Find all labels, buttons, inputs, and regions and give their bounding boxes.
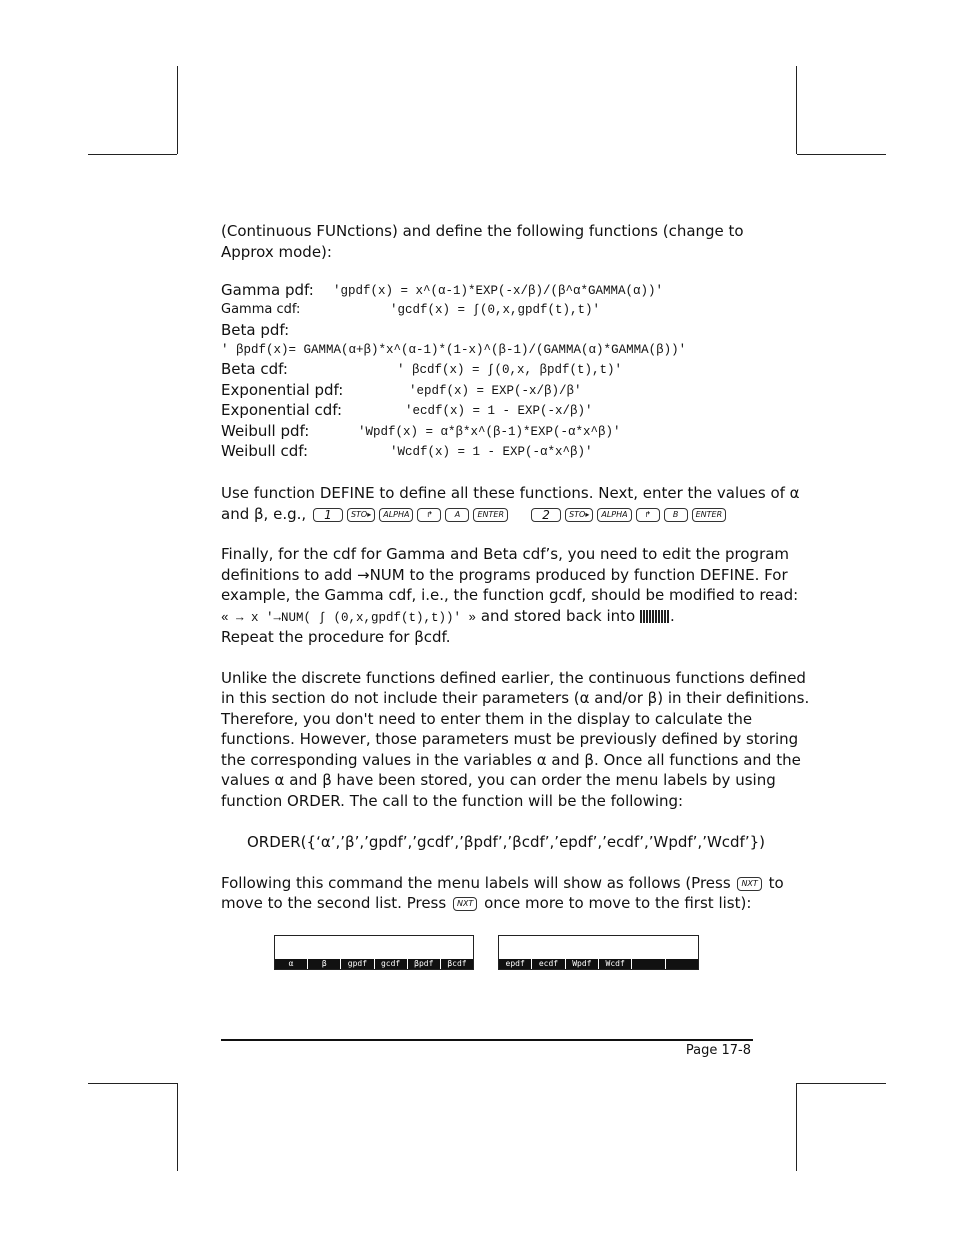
define-line-1: Use function DEFINE to define all these functions. Next, enter the values of α — [221, 484, 800, 502]
soft-menu-bar — [499, 959, 698, 969]
following-line-1a: Following this command the menu labels will show as follows (Press — [221, 874, 731, 892]
calculator-screen-1 — [274, 935, 474, 970]
key-sto: STO▸ — [565, 508, 593, 522]
key-enter: ENTER — [473, 508, 508, 522]
def-code-weibull-pdf: 'Wpdf(x) = α*β*x^(β-1)*EXP(-α*x^β)' — [358, 425, 621, 439]
key-right-shift: ↱ — [417, 508, 441, 522]
crop-mark — [796, 1083, 797, 1171]
def-label-weibull-pdf: Weibull pdf: — [221, 422, 310, 440]
key-nxt: NXT — [737, 877, 761, 891]
crop-mark — [797, 1083, 886, 1084]
define-line-2 — [221, 504, 728, 525]
def-code-gamma-pdf: 'gpdf(x) = x^(α-1)*EXP(-x/β)/(β^α*GAMMA(α))' — [333, 284, 664, 298]
menu-label: Wpdf — [566, 959, 599, 969]
menu-label: β — [308, 959, 341, 969]
finally-line-3: example, the Gamma cdf, i.e., the function gcdf, should be modified to read: — [221, 586, 799, 604]
menu-label: βpdf — [408, 959, 441, 969]
finally-line-4: « → x '→NUM( ∫ (0,x,gpdf(t),t))' » and stored back into . — [221, 607, 675, 625]
unlike-line-5: the corresponding values in the variables α and β. Once all functions and the — [221, 751, 801, 769]
key-sto: STO▸ — [347, 508, 375, 522]
calculator-screen-2 — [498, 935, 699, 970]
key-1: 1 — [313, 508, 343, 522]
define-line-2-text: and β, e.g., — [221, 505, 307, 523]
unlike-line-4: functions. However, those parameters must be previously defined by storing — [221, 730, 799, 748]
soft-menu-bar — [275, 959, 473, 969]
def-code-weibull-cdf: 'Wcdf(x) = 1 - EXP(-α*x^β)' — [390, 445, 593, 459]
menu-label: ecdf — [532, 959, 565, 969]
def-label-weibull-cdf: Weibull cdf: — [221, 442, 309, 460]
crop-mark — [88, 154, 177, 155]
order-call: ORDER({‘α’,’β’,’gpdf’,’gcdf’,’βpdf’,’βcdf’,’epdf’,’ecdf’,’Wpdf’,’Wcdf’}) — [247, 833, 766, 851]
unlike-line-7: function ORDER. The call to the function will be the following: — [221, 792, 684, 810]
def-code-gamma-cdf: 'gcdf(x) = ∫(0,x,gpdf(t),t)' — [390, 303, 601, 317]
key-alpha: ALPHA — [379, 508, 413, 522]
finally-line-5: Repeat the procedure for βcdf. — [221, 628, 451, 646]
crop-mark — [797, 154, 886, 155]
key-alpha: ALPHA — [597, 508, 631, 522]
def-code-beta-pdf: ' βpdf(x)= GAMMA(α+β)*x^(α-1)*(1-x)^(β-1)/(GAMMA(α)*GAMMA(β))' — [221, 343, 687, 357]
following-line-2b: once more to move to the first list): — [484, 894, 752, 912]
page-number: Page 17-8 — [685, 1043, 751, 1058]
finally-line-2: definitions to add →NUM to the programs produced by function DEFINE. For — [221, 566, 788, 584]
unlike-line-1: Unlike the discrete functions defined earlier, the continuous functions defined — [221, 669, 806, 687]
intro-paragraph: (Continuous FUNctions) and define the following functions (change to Approx mode): — [221, 222, 744, 261]
def-label-beta-cdf: Beta cdf: — [221, 360, 288, 378]
def-code-beta-cdf: ' βcdf(x) = ∫(0,x, βpdf(t),t)' — [397, 363, 623, 377]
menu-label: gcdf — [375, 959, 408, 969]
following-line-2 — [221, 893, 751, 914]
def-code-exp-cdf: 'ecdf(x) = 1 - EXP(-x/β)' — [405, 404, 593, 418]
menu-label: epdf — [499, 959, 532, 969]
def-label-gamma-pdf: Gamma pdf: — [221, 281, 314, 299]
key-nxt: NXT — [453, 897, 477, 911]
menu-label — [666, 959, 698, 969]
menu-label: gpdf — [341, 959, 374, 969]
menu-label — [632, 959, 665, 969]
def-code-exp-pdf: 'epdf(x) = EXP(-x/β)/β' — [409, 384, 582, 398]
crop-mark — [177, 66, 178, 154]
crop-mark — [88, 1083, 177, 1084]
menu-label: βcdf — [447, 959, 467, 968]
crop-mark — [177, 1083, 178, 1171]
menu-label: α — [275, 959, 308, 969]
following-line-1b: to — [768, 874, 784, 892]
def-label-exp-pdf: Exponential pdf: — [221, 381, 344, 399]
unlike-line-3: Therefore, you don't need to enter them in the display to calculate the — [221, 710, 753, 728]
program-code: « → x '→NUM( ∫ (0,x,gpdf(t),t))' » — [221, 611, 477, 625]
stored-var-label — [640, 610, 670, 623]
unlike-line-2: in this section do not include their parameters (α and/or β) in their definitions. — [221, 689, 810, 707]
finally-line-1: Finally, for the cdf for Gamma and Beta cdf’s, you need to edit the program — [221, 545, 790, 563]
following-line-1 — [221, 873, 784, 894]
key-right-shift: ↱ — [636, 508, 660, 522]
def-label-beta-pdf: Beta pdf: — [221, 321, 290, 339]
program-suffix: and stored back into — [480, 607, 636, 625]
menu-label: Wcdf — [599, 959, 632, 969]
key-b: B — [664, 508, 688, 522]
crop-mark — [796, 66, 797, 154]
following-line-2a: move to the second list. Press — [221, 894, 447, 912]
unlike-line-6: values α and β have been stored, you can order the menu labels by using — [221, 771, 776, 789]
footer-rule — [221, 1039, 753, 1041]
key-a: A — [445, 508, 469, 522]
key-2: 2 — [531, 508, 561, 522]
key-enter: ENTER — [692, 508, 727, 522]
def-label-exp-cdf: Exponential cdf: — [221, 401, 343, 419]
def-label-gamma-cdf: Gamma cdf: — [221, 302, 301, 317]
